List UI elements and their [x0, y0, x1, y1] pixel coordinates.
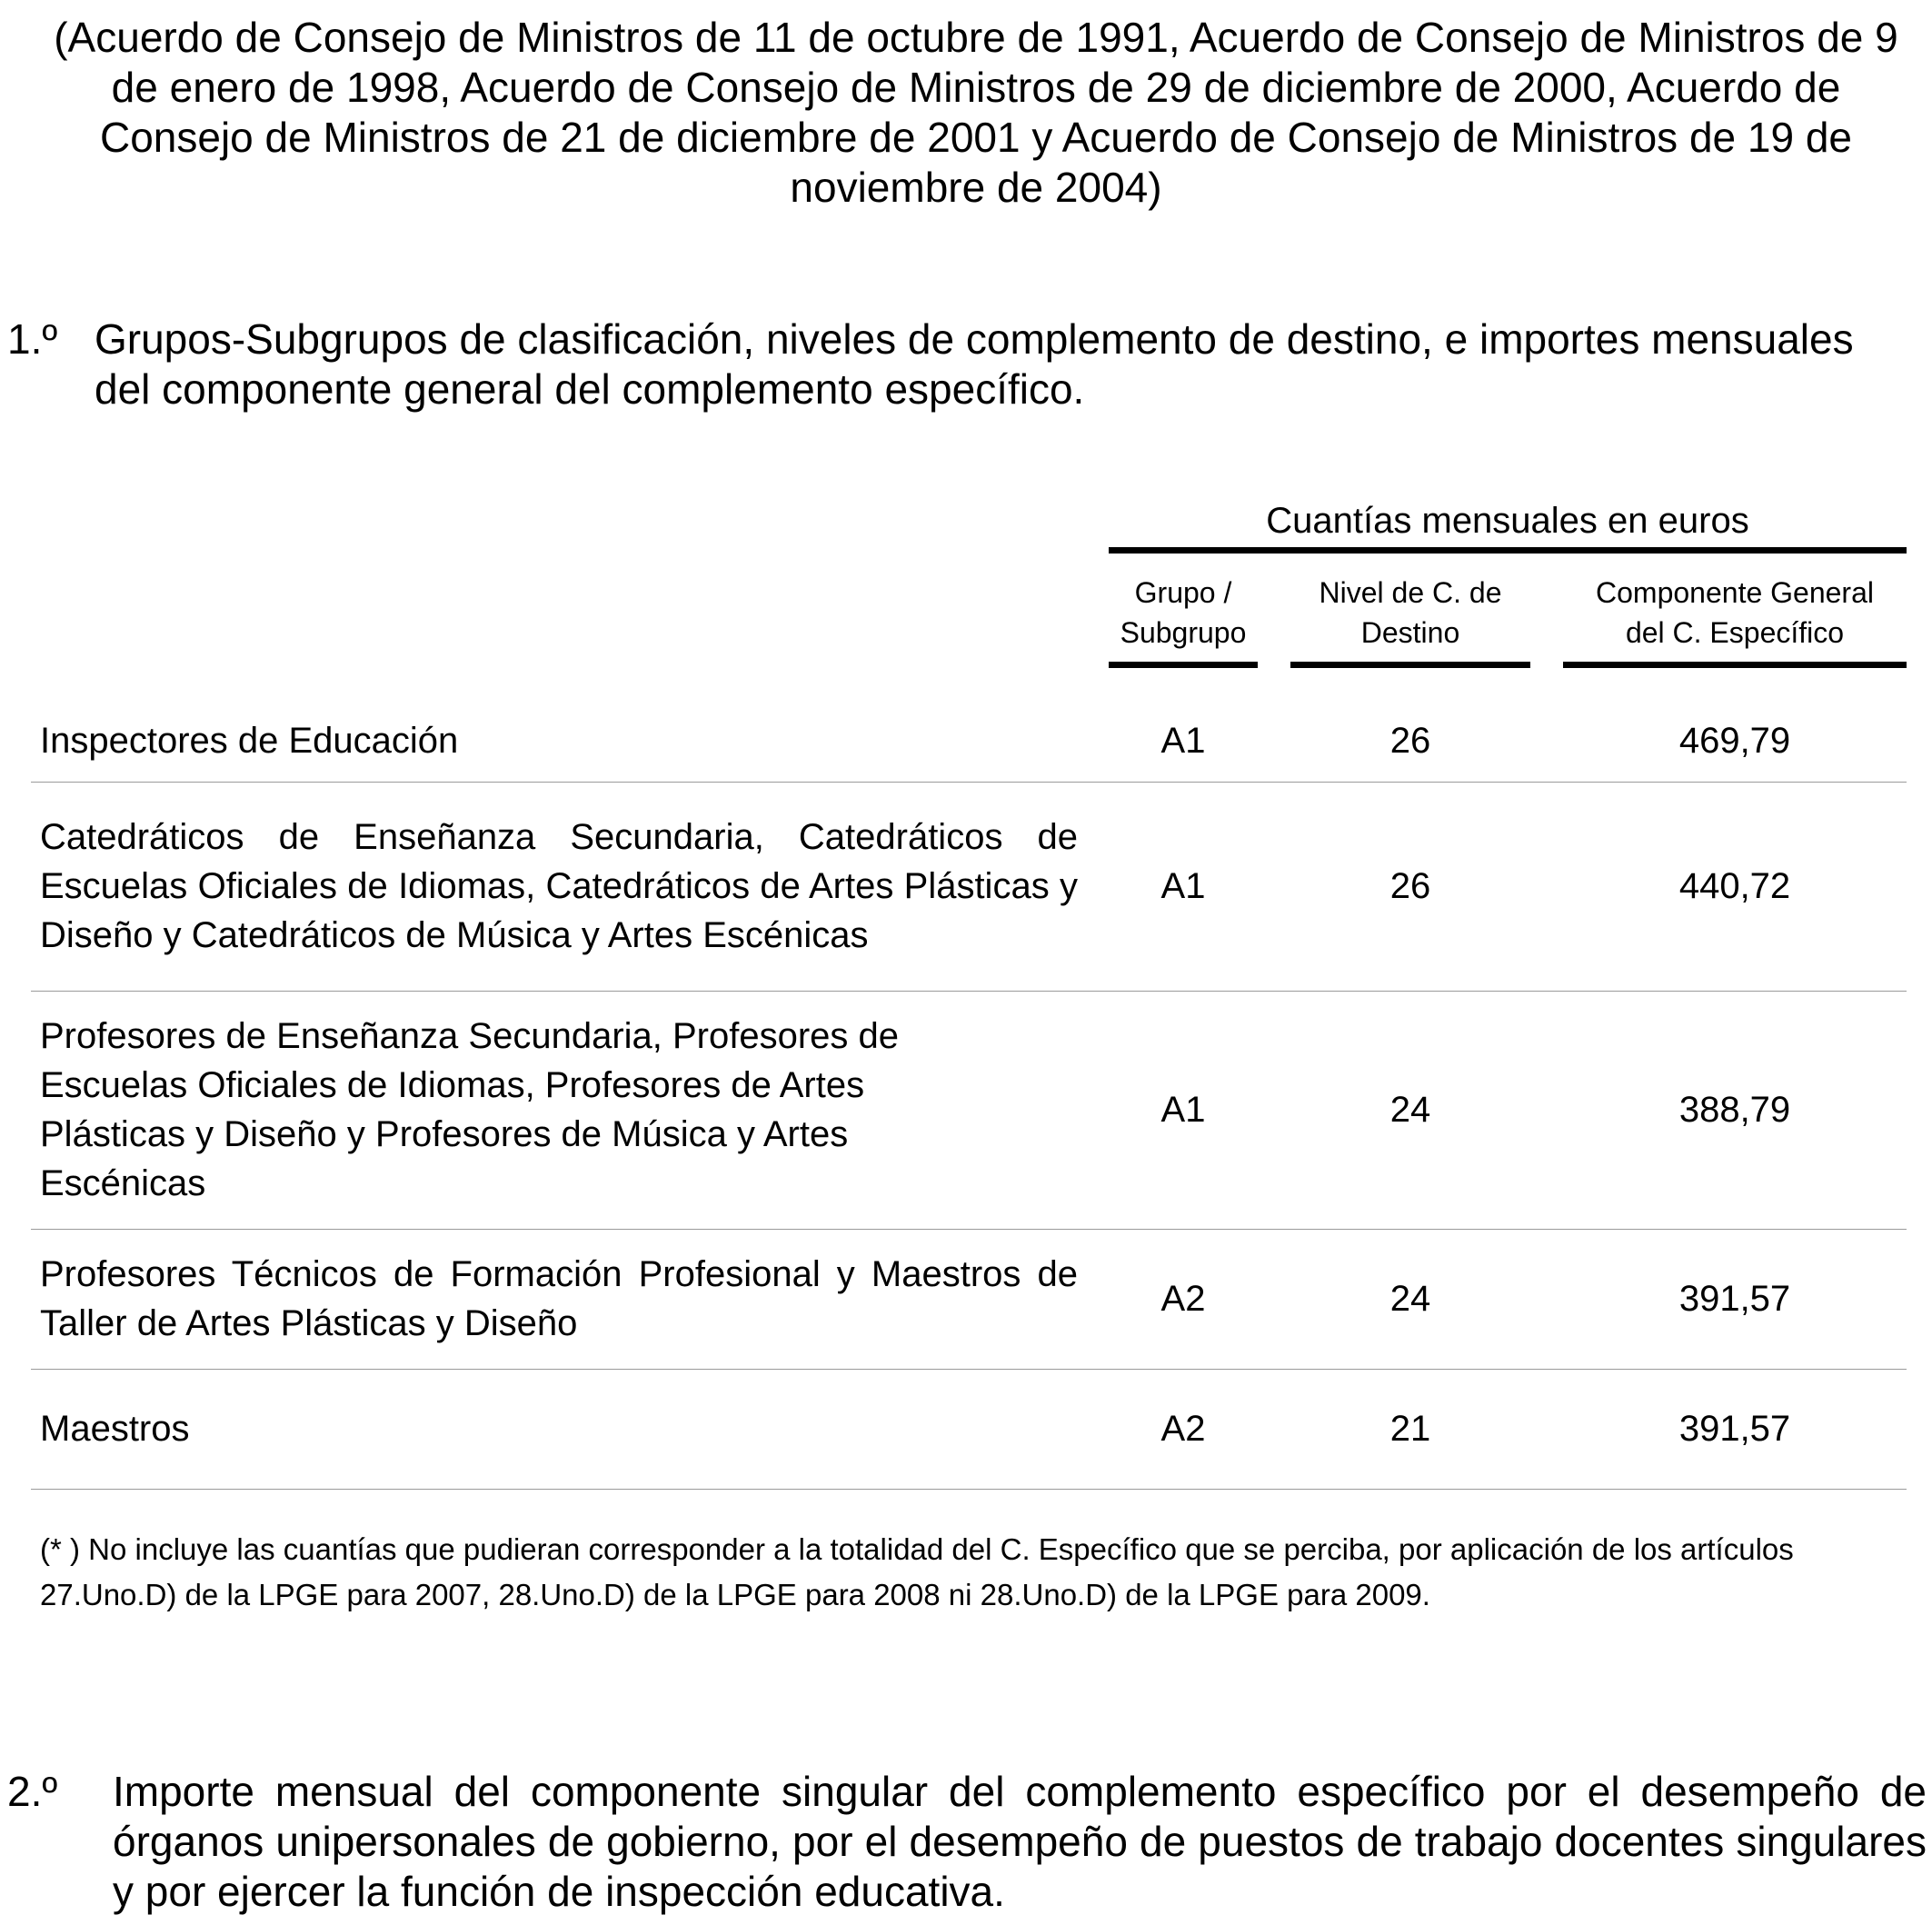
salary-table [31, 491, 1907, 1500]
row-label: Catedráticos de Enseñanza Secundaria, Catedráticos de Escuelas Oficiales de Idiomas, Catedráticos de Artes Plásticas y Diseño y Catedráticos de Música y Artes Escénicas [40, 817, 1078, 955]
row-importe: 440,72 [1678, 866, 1791, 906]
caption-rule [1109, 547, 1907, 554]
row-importe: 391,57 [1678, 1279, 1791, 1319]
row-label: Maestros [40, 1409, 190, 1449]
header-componente-line1: Componente General [1596, 576, 1874, 609]
section-2-number: 2.º [7, 1768, 58, 1815]
row-label: Inspectores de Educación [40, 721, 459, 761]
section-2 [7, 1767, 1925, 1921]
section-2-text: Importe mensual del componente singular del complemento específico por el desempeño de órganos unipersonales de gobierno, por el desempeño de puestos de trabajo docentes singulares y por ejercer la función de inspección educativa. [113, 1768, 1927, 1915]
row-grupo: A1 [1160, 866, 1206, 906]
table-footnote: (* ) No incluye las cuantías que pudieran corresponder a la totalidad del C. Específico que se perciba, por aplicación de los artículos 27.Uno.D) de la LPGE para 2007, 28.Uno.D) de la LPGE para 2008 ni 28.Uno.D) de la LPGE para 2009. [40, 1532, 1794, 1611]
section-1-number: 1.º [7, 315, 58, 363]
table-caption: Cuantías mensuales en euros [1266, 501, 1749, 541]
row-label: Profesores de Enseñanza Secundaria, Profesores de Escuelas Oficiales de Idiomas, Profesores de Artes Plásticas y Diseño y Profesores de Música y Artes Escénicas [40, 1016, 900, 1203]
header-nivel [1290, 573, 1530, 653]
header-rule-grupo [1109, 662, 1258, 668]
row-grupo: A2 [1160, 1409, 1206, 1449]
row-nivel: 26 [1389, 721, 1431, 761]
row-grupo: A2 [1160, 1279, 1206, 1319]
section-1 [7, 314, 1925, 424]
header-componente-line2: del C. Específico [1625, 616, 1845, 649]
table-row [31, 700, 1907, 783]
row-nivel: 26 [1389, 866, 1431, 906]
table-row [31, 782, 1907, 992]
row-grupo: A1 [1160, 1090, 1206, 1130]
row-grupo: A1 [1160, 721, 1206, 761]
row-label: Profesores Técnicos de Formación Profesional y Maestros de Taller de Artes Plásticas y Diseño [40, 1254, 1078, 1343]
row-nivel: 24 [1389, 1279, 1431, 1319]
row-importe: 388,79 [1678, 1090, 1791, 1130]
header-rule-nivel [1290, 662, 1530, 668]
header-nivel-line1: Nivel de C. de [1319, 576, 1502, 609]
header-grupo-line2: Subgrupo [1120, 616, 1247, 649]
section-1-text: Grupos-Subgrupos de clasificación, niveles de complemento de destino, e importes mensuales del componente general del complemento específico. [95, 315, 1854, 413]
header-grupo-line1: Grupo / [1134, 576, 1232, 609]
row-nivel: 21 [1389, 1409, 1431, 1449]
intro-paragraph: (Acuerdo de Consejo de Ministros de 11 de octubre de 1991, Acuerdo de Consejo de Ministros de 9 de enero de 1998, Acuerdo de Consejo de Ministros de 29 de diciembre de 2000, Acuerdo de Consejo de Ministros de 21 de diciembre de 2001 y Acuerdo de Consejo de Ministros de 19 de noviembre de 2004) [54, 14, 1898, 211]
row-nivel: 24 [1389, 1090, 1431, 1130]
header-nivel-line2: Destino [1360, 616, 1460, 649]
header-rule-componente [1563, 662, 1907, 668]
row-importe: 469,79 [1678, 721, 1791, 761]
table-row [31, 1229, 1907, 1370]
header-componente [1563, 573, 1907, 653]
header-grupo [1109, 573, 1258, 653]
table-row [31, 1369, 1907, 1490]
row-importe: 391,57 [1678, 1409, 1791, 1449]
table-row [31, 991, 1907, 1230]
